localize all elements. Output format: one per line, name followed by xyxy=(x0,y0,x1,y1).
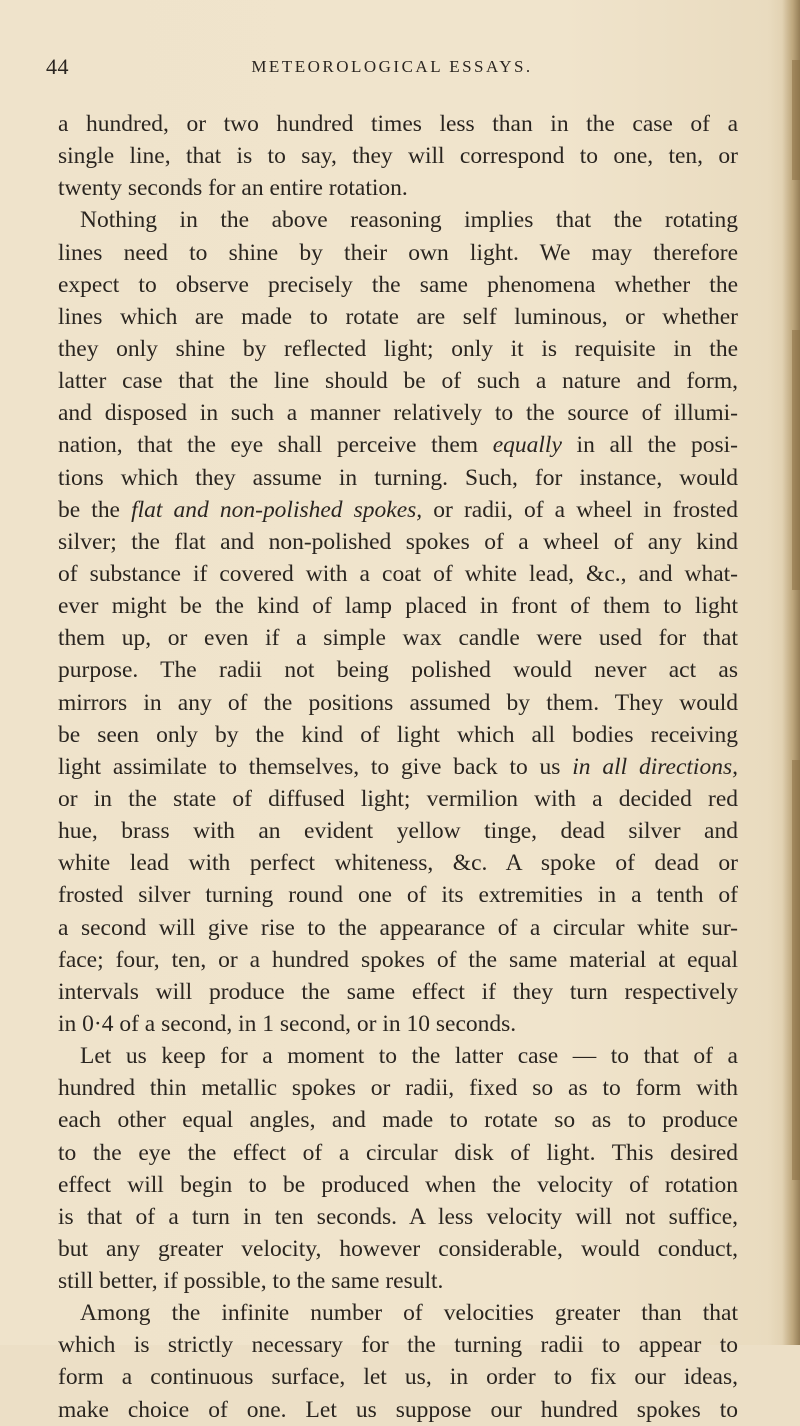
text-line-main: frosted silver turning round one of its extremities in a tenth of xyxy=(58,882,738,909)
text-line xyxy=(58,847,738,879)
text-line-main: in 0·4 of a second, in 1 second, or in 10 seconds. xyxy=(58,1010,517,1037)
text-line xyxy=(58,1233,738,1265)
text-line-main: a second will give rise to the appearance of a circular white sur- xyxy=(58,914,738,941)
text-line-main: them up, or even if a simple wax candle were used for that xyxy=(58,625,738,652)
text-line xyxy=(58,1104,738,1136)
text-line xyxy=(58,526,738,558)
text-line-main: a hundred, or two hundred times less than in the case of a xyxy=(58,111,738,137)
text-line-tail: or radii, of a wheel in frosted xyxy=(422,496,739,523)
text-line-main: each other equal angles, and made to rotate so as to produce xyxy=(58,1107,738,1134)
text-line-main: mirrors in any of the positions assumed by them. They would xyxy=(58,689,738,716)
text-line xyxy=(58,719,738,751)
text-line xyxy=(58,783,738,815)
page-edge-strip xyxy=(792,760,800,1180)
text-line-main: hue, brass with an evident yellow tinge, dead silver and xyxy=(58,818,738,845)
text-line-main: light assimilate to themselves, to give back to us xyxy=(58,753,573,780)
text-line-main: of substance if covered with a coat of white lead, &c., and what- xyxy=(58,560,738,587)
text-line xyxy=(58,1329,738,1361)
text-line-main: twenty seconds for an entire rotation. xyxy=(58,175,408,202)
text-line-main: which is strictly necessary for the turning radii to appear to xyxy=(58,1332,738,1359)
text-line xyxy=(58,140,738,172)
italic-phrase: equally xyxy=(492,432,562,459)
text-line xyxy=(58,204,738,236)
text-line xyxy=(58,333,738,365)
text-line xyxy=(58,687,738,719)
text-line xyxy=(58,879,738,911)
text-line-main: Nothing in the above reasoning implies that the rotating xyxy=(80,207,738,234)
text-line xyxy=(58,912,738,944)
text-line xyxy=(58,1361,738,1393)
text-line xyxy=(58,1297,738,1329)
text-line xyxy=(58,1394,738,1426)
text-line xyxy=(58,590,738,622)
text-line-main: tions which they assume in turning. Such, for instance, would xyxy=(58,464,738,491)
body-text xyxy=(58,108,738,1426)
running-head: METEOROLOGICAL ESSAYS. xyxy=(251,57,533,76)
text-line-main: to the eye the effect of a circular disk of light. This desired xyxy=(58,1139,738,1166)
text-line xyxy=(58,1008,738,1040)
text-line xyxy=(58,429,738,461)
text-line-main: silver; the flat and non-polished spokes of a wheel of any kind xyxy=(58,528,738,555)
text-line-main: still better, if possible, to the same result. xyxy=(58,1268,444,1295)
text-line-main: but any greater velocity, however considerable, would conduct, xyxy=(58,1235,738,1262)
text-line-main: ever might be the kind of lamp placed in front of them to light xyxy=(58,593,738,620)
text-line-main: they only shine by reflected light; only it is requisite in the xyxy=(58,335,738,362)
text-line-main: single line, that is to say, they will correspond to one, ten, or xyxy=(58,143,738,170)
text-line xyxy=(58,944,738,976)
text-line xyxy=(58,494,738,526)
text-line xyxy=(58,1137,738,1169)
italic-phrase: flat and non-polished spokes, xyxy=(131,496,423,523)
text-line-tail: in all the posi- xyxy=(561,432,738,459)
text-line xyxy=(58,1201,738,1233)
page-edge-strip xyxy=(792,330,800,590)
text-line xyxy=(58,237,738,269)
text-line-main: nation, that the eye shall perceive them xyxy=(58,432,493,459)
text-line xyxy=(58,751,738,783)
text-line-main: be the xyxy=(58,496,132,523)
page-number: 44 xyxy=(46,54,69,79)
page-header xyxy=(46,54,738,84)
text-line xyxy=(58,397,738,429)
text-line-main: intervals will produce the same effect if they turn respectively xyxy=(58,978,738,1005)
text-line-main: Among the infinite number of velocities greater than that xyxy=(80,1300,738,1327)
text-line xyxy=(58,172,738,204)
text-line-main: Let us keep for a moment to the latter case — to that of a xyxy=(80,1043,738,1070)
text-line-main: make choice of one. Let us suppose our hundred spokes to xyxy=(58,1396,738,1423)
text-line xyxy=(58,1072,738,1104)
text-line-main: or in the state of diffused light; vermilion with a decided red xyxy=(58,785,738,812)
text-line-main: lines which are made to rotate are self luminous, or whether xyxy=(58,303,738,330)
text-line-main: purpose. The radii not being polished would never act as xyxy=(58,657,738,684)
text-line-main: latter case that the line should be of such a nature and form, xyxy=(58,368,738,395)
text-line xyxy=(58,654,738,686)
italic-phrase: in all directions, xyxy=(572,753,738,780)
page-edge-strip xyxy=(792,60,800,180)
text-line-main: be seen only by the kind of light which all bodies receiving xyxy=(58,721,738,748)
text-line-main: lines need to shine by their own light. We may therefore xyxy=(58,239,738,266)
text-line-main: white lead with perfect whiteness, &c. A spoke of dead or xyxy=(58,850,738,877)
text-line-main: hundred thin metallic spokes or radii, fixed so as to form with xyxy=(58,1075,738,1102)
text-line xyxy=(58,1169,738,1201)
text-line-main: expect to observe precisely the same phenomena whether the xyxy=(58,271,738,298)
text-line xyxy=(58,976,738,1008)
text-line xyxy=(58,622,738,654)
text-line xyxy=(58,269,738,301)
text-line xyxy=(58,1040,738,1072)
text-line xyxy=(58,365,738,397)
text-line xyxy=(58,1265,738,1297)
text-line-main: form a continuous surface, let us, in order to fix our ideas, xyxy=(58,1364,738,1391)
text-line-main: is that of a turn in ten seconds. A less velocity will not suffice, xyxy=(58,1203,738,1230)
text-line xyxy=(58,462,738,494)
text-line xyxy=(58,301,738,333)
text-line-main: effect will begin to be produced when the velocity of rotation xyxy=(58,1171,738,1198)
text-line xyxy=(58,108,738,140)
text-line-main: and disposed in such a manner relatively to the source of illumi- xyxy=(58,400,738,427)
text-line xyxy=(58,815,738,847)
text-line-main: face; four, ten, or a hundred spokes of the same material at equal xyxy=(58,946,738,973)
text-line xyxy=(58,558,738,590)
